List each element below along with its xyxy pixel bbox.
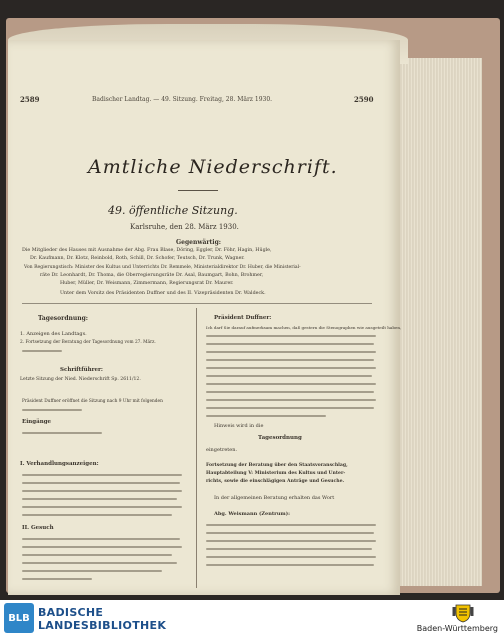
hauptabteilung-line: Hauptabteilung V: Ministerium des Kultus und Unter- bbox=[206, 471, 346, 476]
agenda-item-2: 2. Fortsetzung der Beratung der Tagesordnung vom 27. März. bbox=[20, 340, 156, 345]
present-heading: Gegenwärtig: bbox=[176, 239, 221, 246]
book-page-edges bbox=[396, 58, 482, 586]
viewer-footer bbox=[0, 600, 504, 636]
header-rule bbox=[22, 303, 372, 304]
speaker-president: Präsident Duffner: bbox=[214, 315, 272, 321]
session-title: 49. öffentliche Sitzung. bbox=[108, 204, 238, 217]
tagesordnung-label: Tagesordnung bbox=[258, 435, 302, 441]
members-line: Die Mitglieder des Hauses mit Ausnahme der Abg. Frau Blase, Döring, Eggler, Dr. Föhr, Hagin, Hügle, bbox=[22, 248, 272, 253]
title-rule bbox=[178, 190, 218, 191]
government-line-3: Huber, Müller, Dr. Weismann, Zimmermann, Regierungsrat Dr. Maurer. bbox=[60, 281, 234, 286]
right-page-number: 2590 bbox=[354, 95, 374, 104]
column-divider bbox=[196, 308, 197, 588]
left-page-number: 2589 bbox=[20, 95, 40, 104]
section-gesuch: II. Gesuch bbox=[22, 525, 54, 531]
hinweis-line: Hinweis wird in die bbox=[214, 423, 264, 429]
speaker-weismann: Abg. Weismann (Zentrum): bbox=[214, 511, 290, 517]
secretary-line: Letzte Sitzung der Nied. Niederschrift Sp. 2611/12. bbox=[20, 377, 141, 382]
fortsetzung-line: Fortsetzung der Beratung über den Staatsvoranschlag, bbox=[206, 463, 348, 468]
government-line-2: räte Dr. Leonhardt, Dr. Thoma, die Oberregierungsräte Dr. Asal, Baumgart, Bohn, Brohmer, bbox=[40, 273, 264, 278]
secretary-heading: Schriftführer: bbox=[60, 367, 103, 373]
library-name-line-1: BADISCHE bbox=[38, 606, 104, 619]
coat-of-arms-icon bbox=[452, 603, 474, 623]
state-name: Baden-Württemberg bbox=[416, 624, 498, 633]
eingetreten-line: eingetreten. bbox=[206, 447, 238, 453]
allgemeine-line: In der allgemeinen Beratung erhalten das Wort bbox=[214, 495, 335, 501]
agenda-heading: Tagesordnung: bbox=[38, 315, 89, 322]
library-name-line-2: LANDESBIBLIOTHEK bbox=[38, 619, 167, 632]
chair-line: Unter dem Vorsitz des Präsidenten Duffner und des II. Vizepräsidenten Dr. Waldeck. bbox=[60, 291, 266, 296]
right-paragraph-1: Ich darf Sie darauf aufmerksam machen, daß gestern die Stenographen wie ausgeteilt haben, bbox=[206, 325, 402, 330]
running-head: Badischer Landtag. — 49. Sitzung. Freitag, 28. März 1930. bbox=[92, 96, 273, 103]
blb-logo[interactable]: BLB bbox=[4, 603, 34, 633]
place-date: Karlsruhe, den 28. März 1930. bbox=[130, 223, 239, 231]
president-line: Präsident Duffner eröffnet die Sitzung nach 9 Uhr mit folgenden bbox=[22, 399, 163, 404]
section-verhandlungen: I. Verhandlungsanzeigen: bbox=[20, 461, 99, 467]
document-title: Amtliche Niederschrift. bbox=[88, 156, 338, 178]
richts-line: richts, sowie die einschlägigen Anträge und Gesuche. bbox=[206, 479, 345, 484]
members-line-2: Dr. Kaufmann, Dr. Klotz, Reinbold, Roth, Schill, Dr. Schofer, Teutsch, Dr. Trunk, Wagner. bbox=[30, 256, 245, 261]
section-eingaben: Eingänge bbox=[22, 419, 52, 425]
agenda-item-1: 1. Anzeigen des Landtags. bbox=[20, 331, 87, 337]
government-line: Von Regierungstisch: Minister des Kultus und Unterrichts Dr. Remmele, Ministerialdirektor Dr. Huber, die Ministerial- bbox=[24, 265, 301, 270]
